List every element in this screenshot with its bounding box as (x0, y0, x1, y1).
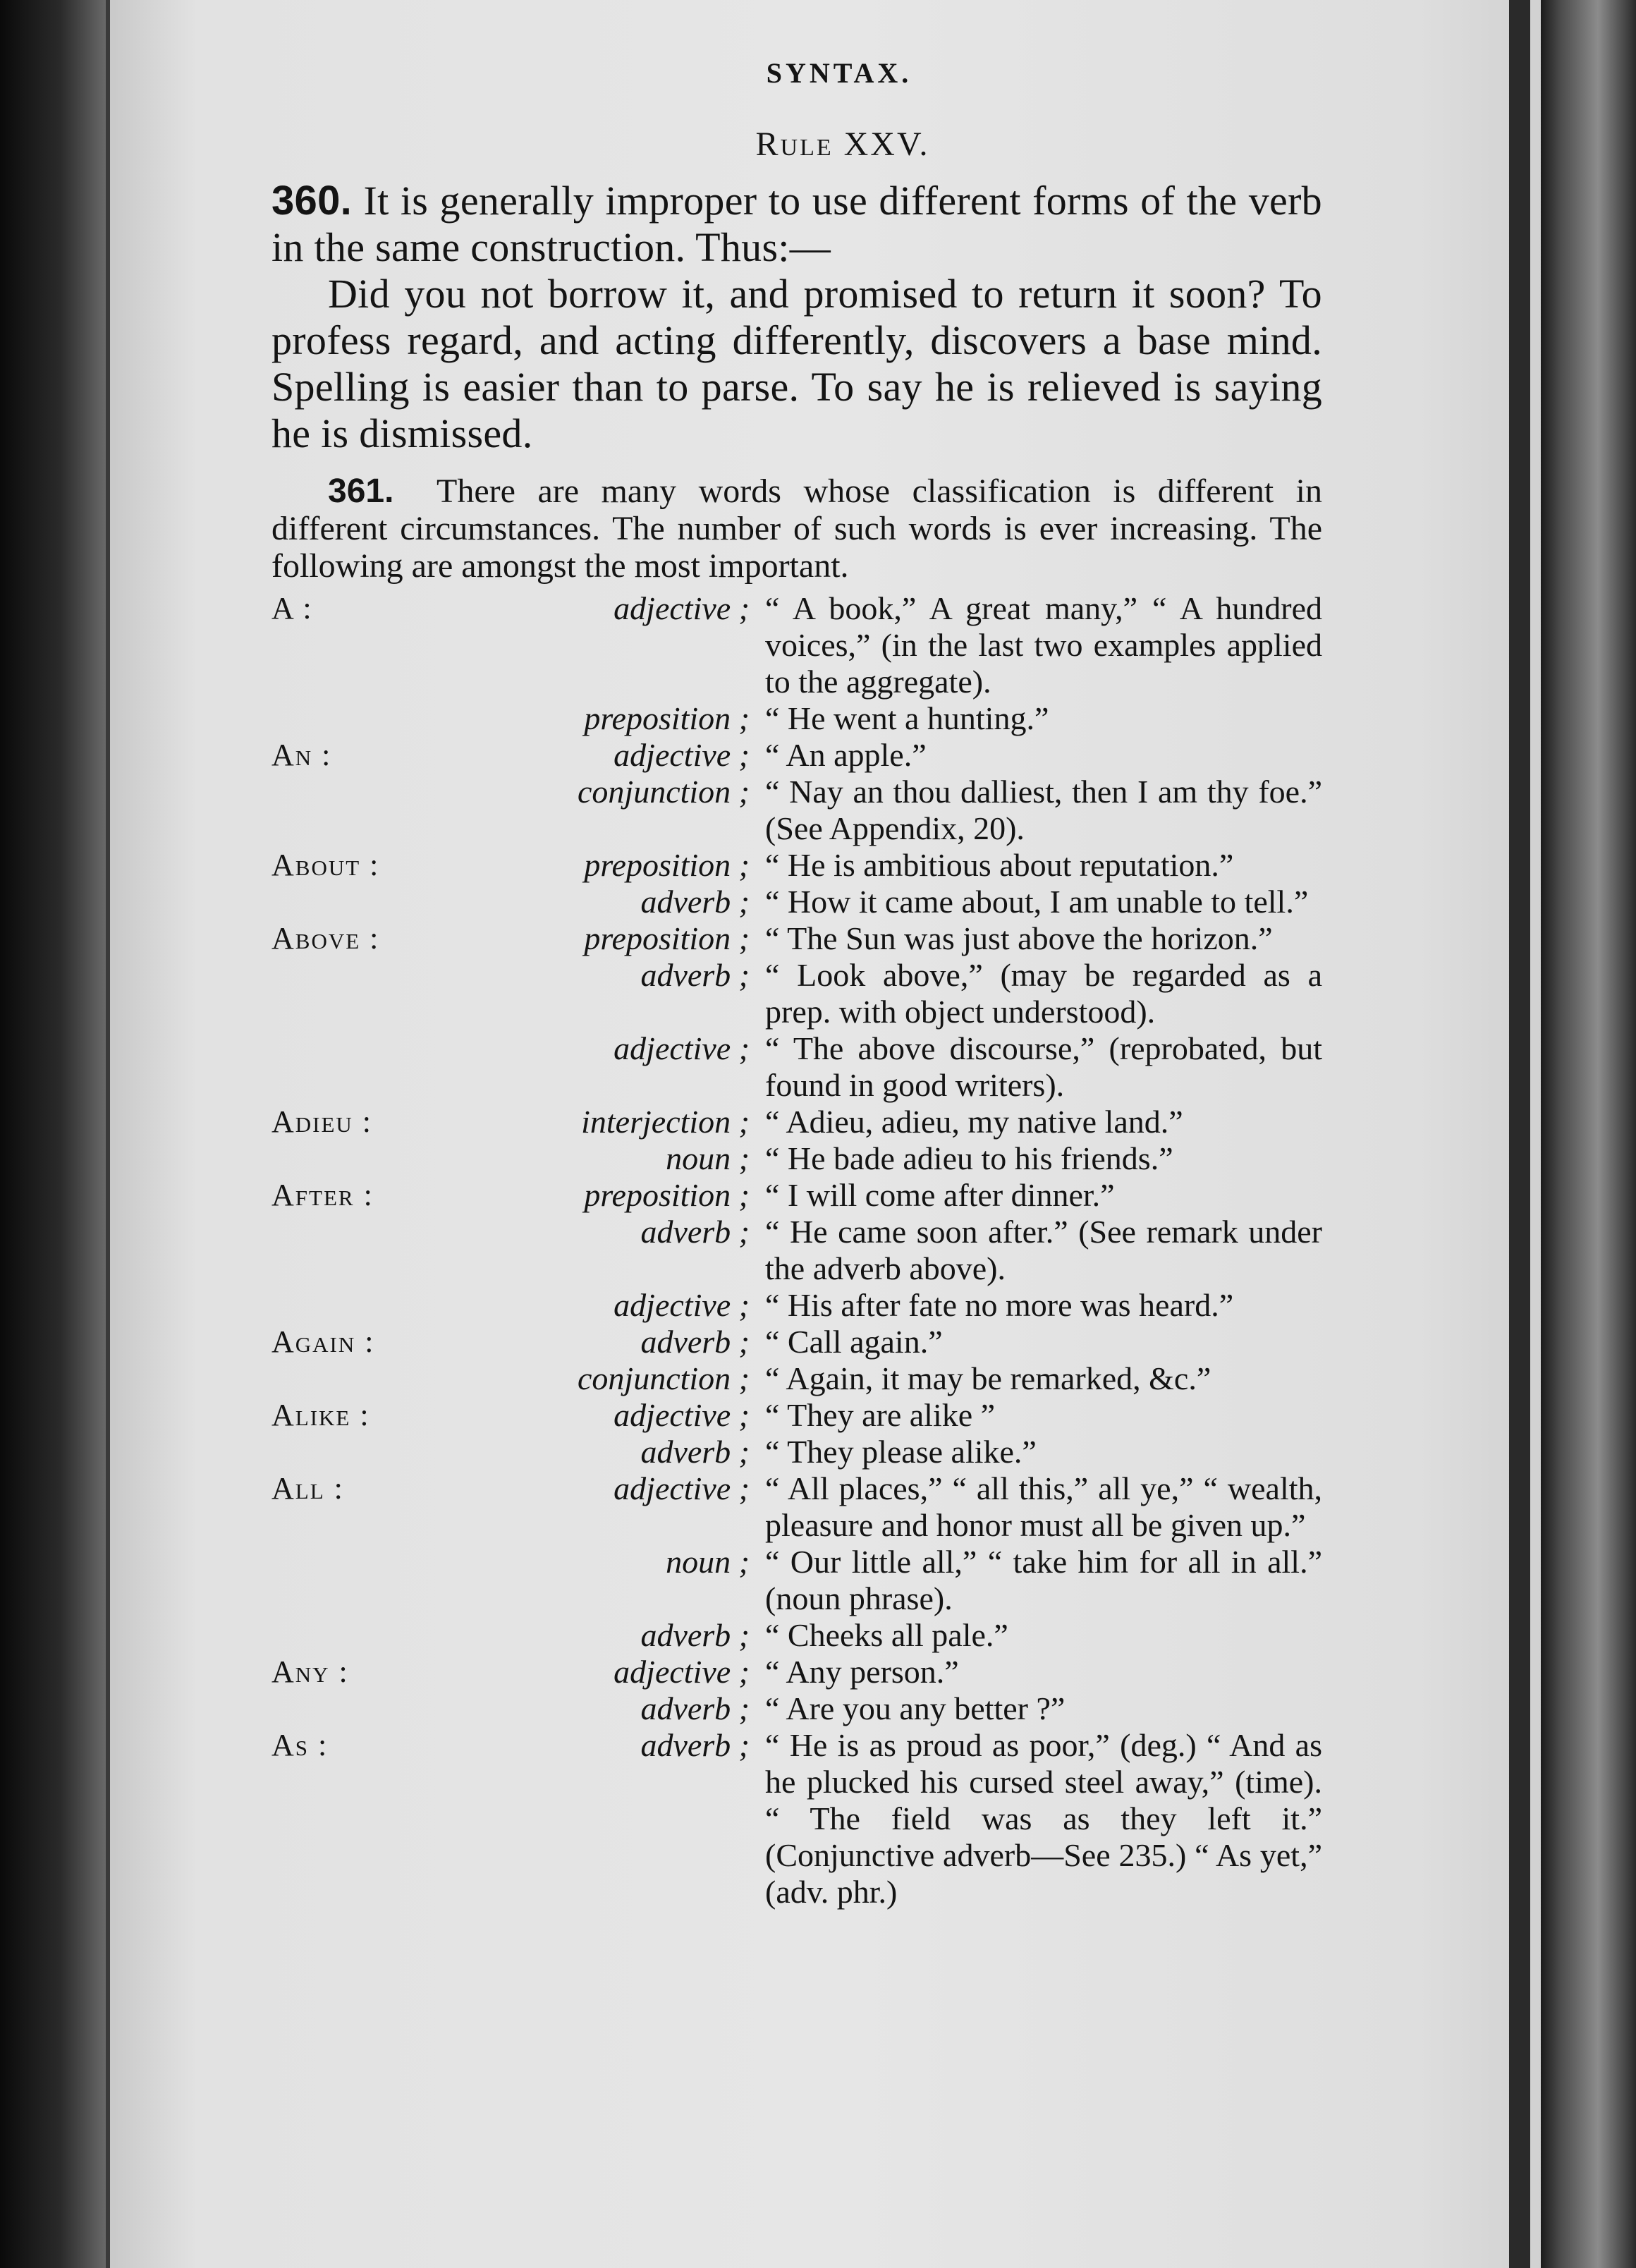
part-of-speech: adjective ; (614, 590, 750, 626)
example-text: “ Any person.” (765, 1654, 959, 1690)
list-item (271, 1214, 1322, 1287)
example-text: “ Call again.” (765, 1324, 943, 1360)
list-item (271, 1177, 1322, 1214)
example-text: “ He is ambitious about reputation.” (765, 847, 1234, 883)
list-item (271, 737, 1322, 774)
paragraph-text: There are many words whose classification is different in different circumstances. The number of such words is ever increasing. The following are amongst the most important. (271, 472, 1322, 585)
paragraph-361 (271, 472, 1322, 585)
part-of-speech: adverb ; (640, 1214, 750, 1250)
part-of-speech: adjective ; (614, 737, 750, 773)
headword: About : (271, 848, 380, 882)
headword: As : (271, 1728, 329, 1762)
list-item (271, 1544, 1322, 1617)
headword: Again : (271, 1324, 375, 1359)
part-of-speech: adjective ; (614, 1654, 750, 1690)
paragraph-360 (271, 178, 1322, 271)
part-of-speech: adverb ; (640, 1617, 750, 1653)
example-text: “ Our little all,” “ take him for all in all.” (noun phrase). (765, 1544, 1322, 1616)
example-text: “ Nay an thou dalliest, then I am thy foe.” (See Appendix, 20). (765, 774, 1322, 846)
part-of-speech: preposition ; (584, 1177, 750, 1213)
list-item (271, 1654, 1322, 1690)
part-of-speech: preposition ; (584, 700, 750, 736)
part-of-speech: conjunction ; (578, 1360, 750, 1396)
paragraph-text: It is generally improper to use different forms of the verb in the same construction. Thus:— (271, 178, 1322, 270)
example-text: “ He is as proud as poor,” (deg.) “ And as he plucked his cursed steel away,” (time). “ The field was as they left it.” (Conjunctive adverb—See 235.) “ As yet,” (adv. phr.) (765, 1727, 1322, 1910)
example-text: “ Adieu, adieu, my native land.” (765, 1104, 1183, 1140)
list-item (271, 700, 1322, 737)
part-of-speech: adverb ; (640, 884, 750, 920)
example-text: “ The above discourse,” (reprobated, but found in good writers). (765, 1030, 1322, 1103)
list-item (271, 1690, 1322, 1727)
example-text: “ Cheeks all pale.” (765, 1617, 1008, 1653)
part-of-speech: adverb ; (640, 1690, 750, 1726)
list-item (271, 884, 1322, 920)
paragraph-number: 360. (271, 178, 353, 224)
headword: Any : (271, 1654, 349, 1689)
list-item (271, 590, 1322, 700)
headword: Above : (271, 921, 380, 956)
list-item (271, 847, 1322, 884)
example-text: “ Again, it may be remarked, &c.” (765, 1360, 1211, 1396)
part-of-speech: adjective ; (614, 1397, 750, 1433)
example-text: “ All places,” “ all this,” all ye,” “ wealth, pleasure and honor must all be given up.” (765, 1470, 1322, 1543)
part-of-speech: preposition ; (584, 847, 750, 883)
part-of-speech: adverb ; (640, 1324, 750, 1360)
part-of-speech: interjection ; (581, 1104, 750, 1140)
example-text: “ Look above,” (may be regarded as a prep. with object understood). (765, 957, 1322, 1030)
list-item (271, 1287, 1322, 1324)
list-item (271, 1360, 1322, 1397)
list-item (271, 1727, 1322, 1910)
example-text: “ A book,” A great many,” “ A hundred voices,” (in the last two examples applied to the aggregate). (765, 590, 1322, 700)
rule-heading: Rule XXV. (755, 126, 930, 163)
paragraph-number: 361. (328, 472, 394, 510)
example-text: “ His after fate no more was heard.” (765, 1287, 1234, 1323)
list-item (271, 1140, 1322, 1177)
page-content (271, 56, 1322, 2207)
part-of-speech: adjective ; (614, 1287, 750, 1323)
example-text: “ Are you any better ?” (765, 1690, 1066, 1726)
headword: Alike : (271, 1398, 370, 1432)
list-item (271, 957, 1322, 1030)
headword: A : (271, 591, 313, 626)
part-of-speech: noun ; (666, 1544, 750, 1580)
part-of-speech: adverb ; (640, 1434, 750, 1470)
part-of-speech: adjective ; (614, 1030, 750, 1066)
example-text: “ The Sun was just above the horizon.” (765, 920, 1273, 956)
list-item (271, 1324, 1322, 1360)
example-text: “ An apple.” (765, 737, 927, 773)
list-item (271, 1104, 1322, 1140)
headword: Adieu : (271, 1104, 373, 1139)
list-item (271, 1617, 1322, 1654)
list-item (271, 774, 1322, 847)
running-head: SYNTAX. (766, 57, 912, 89)
example-text: “ How it came about, I am unable to tell.” (765, 884, 1309, 920)
list-item (271, 1397, 1322, 1434)
paragraph-360-examples: Did you not borrow it, and promised to return it soon? To profess regard, and acting differently, discovers a base mind. Spelling is easier than to parse. To say he is relieved is saying he is dismissed. (271, 271, 1322, 456)
part-of-speech: adverb ; (640, 957, 750, 993)
binding-shadow (1509, 0, 1530, 2268)
example-text: “ I will come after dinner.” (765, 1177, 1115, 1213)
part-of-speech: noun ; (666, 1140, 750, 1176)
example-text: “ He went a hunting.” (765, 700, 1049, 736)
list-item (271, 920, 1322, 957)
example-text: “ They are alike ” (765, 1397, 996, 1433)
headword: After : (271, 1178, 374, 1212)
example-text: “ They please alike.” (765, 1434, 1037, 1470)
part-of-speech: adverb ; (640, 1727, 750, 1763)
list-item (271, 1030, 1322, 1104)
binding-edge (1541, 0, 1636, 2268)
part-of-speech: adjective ; (614, 1470, 750, 1506)
word-classification-list (271, 590, 1322, 1910)
headword: An : (271, 738, 332, 772)
part-of-speech: conjunction ; (578, 774, 750, 810)
list-item (271, 1434, 1322, 1470)
part-of-speech: preposition ; (584, 920, 750, 956)
example-text: “ He bade adieu to his friends.” (765, 1140, 1173, 1176)
example-text: “ He came soon after.” (See remark under the adverb above). (765, 1214, 1322, 1286)
headword: All : (271, 1471, 344, 1506)
list-item (271, 1470, 1322, 1544)
